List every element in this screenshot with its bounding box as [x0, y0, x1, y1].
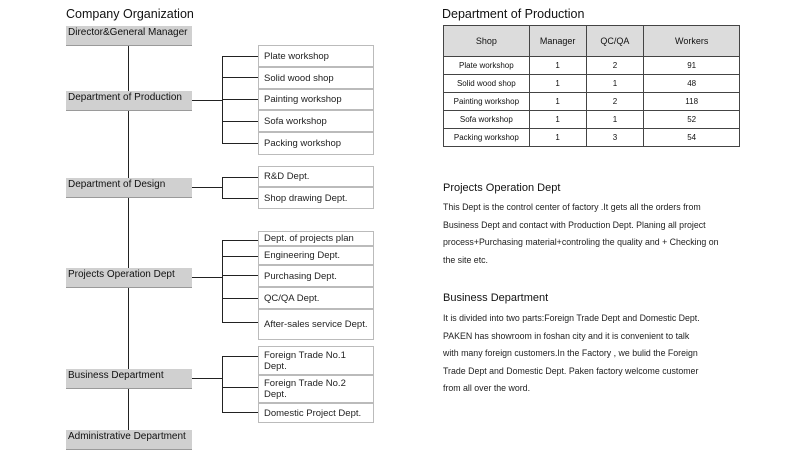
header-qcqa: QC/QA — [586, 26, 644, 57]
cell-workers: 91 — [644, 57, 740, 75]
bracket-projects — [222, 240, 223, 322]
bracket-business — [222, 356, 223, 412]
connector-business — [192, 378, 222, 379]
cell-shop: Plate workshop — [444, 57, 530, 75]
bracket-design — [222, 177, 223, 198]
cell-manager: 1 — [529, 93, 586, 111]
dept-business: Business Department — [66, 369, 192, 389]
unit-foreign-trade-2: Foreign Trade No.2 Dept. — [258, 375, 374, 403]
text-line: Trade Dept and Domestic Dept. Paken factory welcome customer — [443, 365, 699, 376]
cell-qcqa: 2 — [586, 93, 644, 111]
dept-design: Department of Design — [66, 178, 192, 198]
table-row — [444, 93, 740, 111]
unit-after-sales-dept: After-sales service Dept. — [258, 309, 374, 340]
projects-section-heading: Projects Operation Dept — [443, 182, 561, 194]
unit-qcqa-dept: QC/QA Dept. — [258, 287, 374, 309]
dept-production: Department of Production — [66, 91, 192, 111]
unit-painting-workshop: Painting workshop — [258, 89, 374, 110]
table-row — [444, 111, 740, 129]
cell-manager: 1 — [529, 75, 586, 93]
cell-shop: Packing workshop — [444, 129, 530, 147]
unit-rnd-dept: R&D Dept. — [258, 166, 374, 187]
cell-manager: 1 — [529, 111, 586, 129]
unit-packing-workshop: Packing workshop — [258, 132, 374, 155]
header-shop: Shop — [444, 26, 530, 57]
unit-shop-drawing-dept: Shop drawing Dept. — [258, 187, 374, 209]
cell-qcqa: 1 — [586, 111, 644, 129]
unit-projects-plan: Dept. of projects plan — [258, 231, 374, 246]
text-line: from all over the word. — [443, 383, 531, 393]
cell-workers: 118 — [644, 93, 740, 111]
table-row — [444, 129, 740, 147]
text-line: the site etc. — [443, 254, 488, 265]
text-line: PAKEN has showroom in foshan city and it is convenient to talk — [443, 330, 690, 341]
production-table-title: Department of Production — [442, 7, 585, 21]
dept-administrative: Administrative Department — [66, 430, 192, 450]
cell-workers: 54 — [644, 129, 740, 147]
header-workers: Workers — [644, 26, 740, 57]
dept-director: Director&General Manager — [66, 26, 192, 46]
unit-domestic-project-dept: Domestic Project Dept. — [258, 403, 374, 423]
unit-engineering-dept: Engineering Dept. — [258, 246, 374, 265]
cell-workers: 48 — [644, 75, 740, 93]
business-section-heading: Business Department — [443, 292, 549, 304]
unit-purchasing-dept: Purchasing Dept. — [258, 265, 374, 287]
unit-solid-wood-shop: Solid wood shop — [258, 67, 374, 89]
cell-manager: 1 — [529, 57, 586, 75]
cell-qcqa: 2 — [586, 57, 644, 75]
connector-projects — [192, 277, 222, 278]
text-line: It is divided into two parts:Foreign Trade Dept and Domestic Dept. — [443, 313, 700, 323]
cell-manager: 1 — [529, 129, 586, 147]
header-manager: Manager — [529, 26, 586, 57]
connector-design — [192, 187, 222, 188]
table-row — [444, 57, 740, 75]
text-line: process+Purchasing material+controling the quality and + Checking on — [443, 237, 719, 247]
text-line: with many foreign customers.In the Factory , we bulid the Foreign — [443, 348, 698, 358]
production-table — [443, 25, 740, 147]
unit-sofa-workshop: Sofa workshop — [258, 110, 374, 132]
cell-qcqa: 3 — [586, 129, 644, 147]
unit-foreign-trade-1: Foreign Trade No.1 Dept. — [258, 346, 374, 375]
cell-qcqa: 1 — [586, 75, 644, 93]
table-row — [444, 75, 740, 93]
cell-shop: Painting workshop — [444, 93, 530, 111]
projects-section-text — [443, 199, 763, 269]
business-section-text — [443, 310, 763, 398]
org-chart-title: Company Organization — [66, 7, 194, 21]
cell-workers: 52 — [644, 111, 740, 129]
cell-shop: Sofa workshop — [444, 111, 530, 129]
text-line: Business Dept and contact with Production Dept. Planing all project — [443, 219, 706, 230]
dept-projects: Projects Operation Dept — [66, 268, 192, 288]
unit-plate-workshop: Plate workshop — [258, 45, 374, 67]
connector-production — [192, 100, 222, 101]
text-line: This Dept is the control center of factory .It gets all the orders from — [443, 202, 701, 212]
cell-shop: Solid wood shop — [444, 75, 530, 93]
